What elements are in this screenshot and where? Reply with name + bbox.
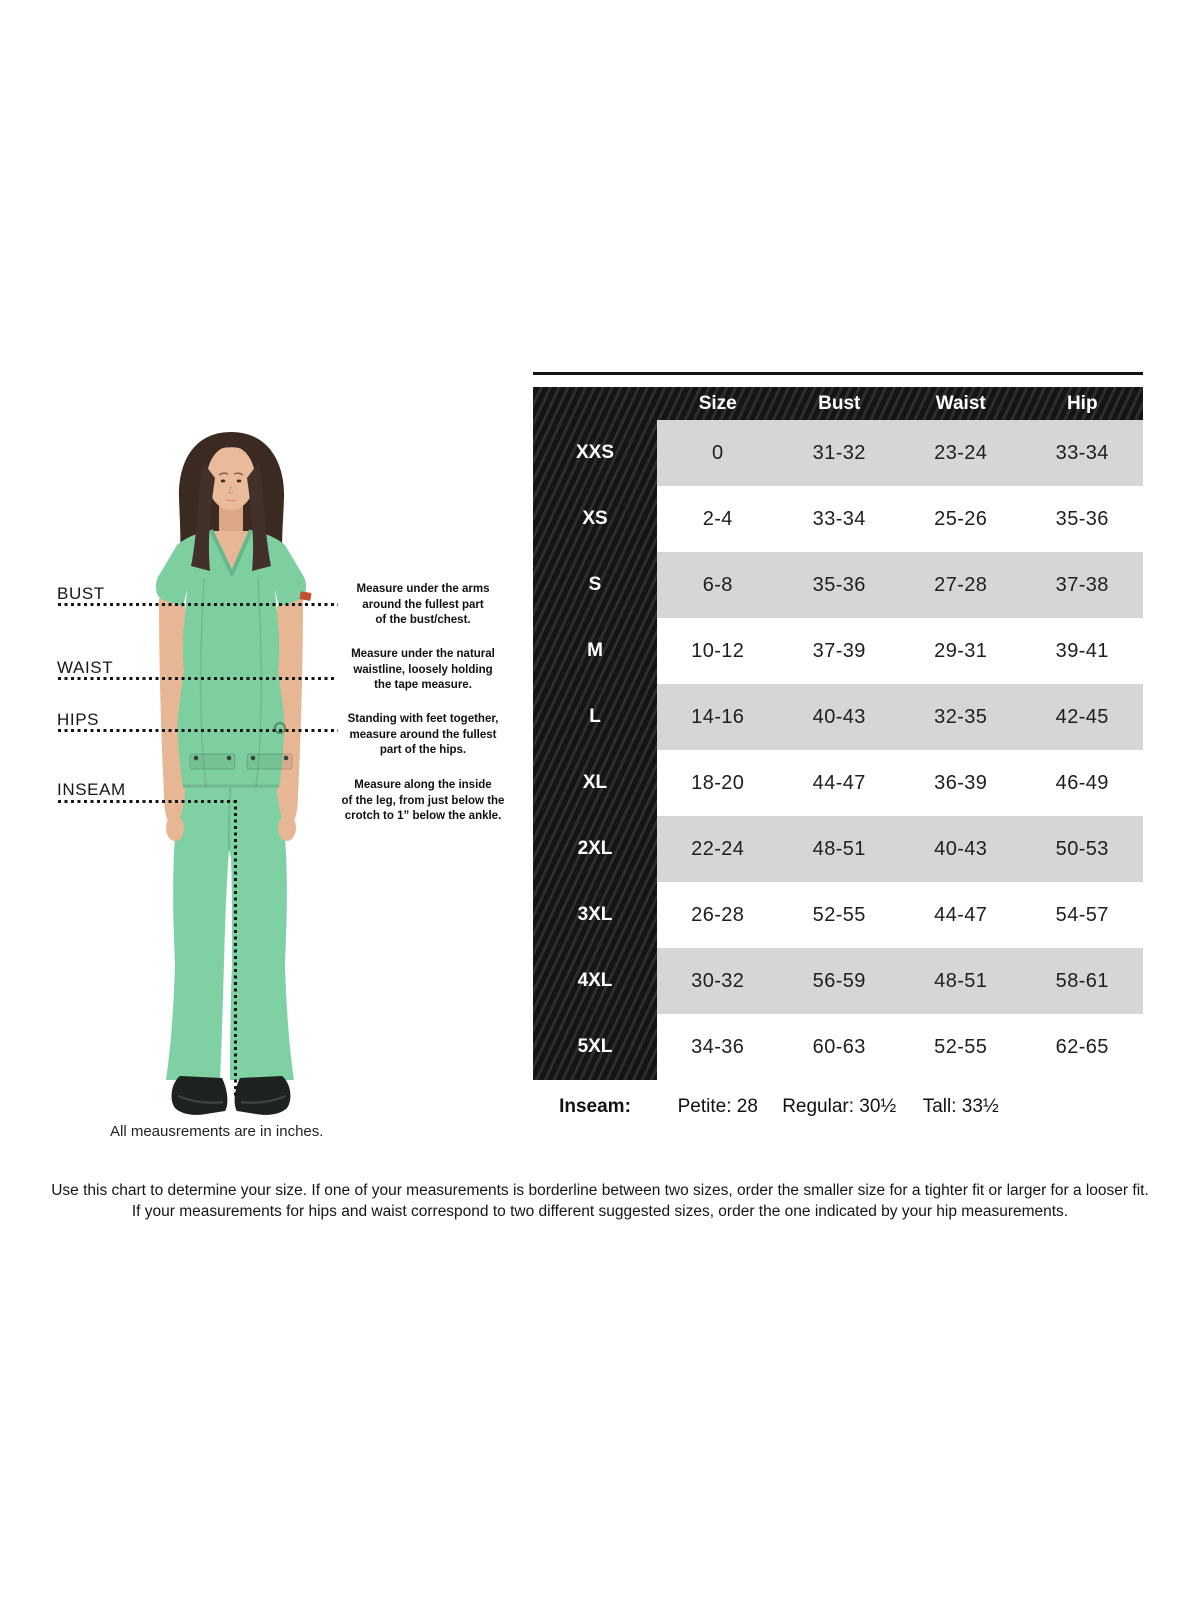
waist-dotted-line: [58, 677, 334, 680]
sizing-advice: [40, 1180, 1160, 1222]
model-photo: [128, 428, 386, 1120]
inseam-instruction: Measure along the inside of the leg, from just below the crotch to 1” below the ankle.: [341, 779, 505, 822]
table-row-m: M 10-12 37-39 29-31 39-41: [533, 618, 1143, 684]
header-hip: Hip: [1066, 392, 1098, 414]
table-row-xl: XL 18-20 44-47 36-39 46-49: [533, 750, 1143, 816]
hips-label: HIPS: [57, 710, 100, 729]
table-row-s: S 6-8 35-36 27-28 37-38: [533, 552, 1143, 618]
header-spacer: [533, 387, 657, 420]
hips-dotted-line: [58, 729, 338, 732]
bust-instruction: Measure under the arms around the fullest part of the bust/chest.: [356, 583, 490, 626]
sizing-advice-line2: If your measurements for hips and waist correspond to two different suggested sizes, order the one indicated by your hip measurements.: [131, 1203, 1069, 1220]
table-header: [533, 387, 1143, 420]
table-row-l: L 14-16 40-43 32-35 42-45: [533, 684, 1143, 750]
scrubs-model-illustration: [128, 428, 386, 1120]
inseam-row: [533, 1094, 1143, 1120]
hips-instruction: Standing with feet together, measure around the fullest part of the hips.: [347, 713, 499, 756]
waist-label: WAIST: [57, 658, 114, 677]
size-table: [533, 372, 1143, 1122]
header-size: Size: [698, 392, 737, 414]
table-row-xxs: XXS 0 31-32 23-24 33-34: [533, 420, 1143, 486]
table-row-5xl: 5XL 34-36 60-63 52-55 62-65: [533, 1014, 1143, 1080]
inseam-tall: Tall: 33½: [922, 1096, 999, 1117]
inseam-vertical-dotted-line: [234, 800, 237, 1097]
sizing-advice-line1: Use this chart to determine your size. If one of your measurements is borderline between two sizes, order the smaller size for a tighter fit or larger for a looser fit.: [51, 1182, 1149, 1199]
inseam-label: INSEAM: [57, 780, 126, 799]
table-row-3xl: 3XL 26-28 52-55 44-47 54-57: [533, 882, 1143, 948]
bust-label: BUST: [57, 584, 105, 603]
inseam-regular: Regular: 30½: [782, 1096, 897, 1117]
waist-instruction: Measure under the natural waistline, loosely holding the tape measure.: [351, 648, 495, 691]
table-row-xs: XS 2-4 33-34 25-26 35-36: [533, 486, 1143, 552]
table-row-4xl: 4XL 30-32 56-59 48-51 58-61: [533, 948, 1143, 1014]
bust-dotted-line: [58, 603, 338, 606]
table-row-2xl: 2XL 22-24 48-51 40-43 50-53: [533, 816, 1143, 882]
header-bust: Bust: [818, 392, 861, 414]
table-top-rule: [533, 372, 1143, 375]
units-note: All meausrements are in inches.: [110, 1123, 324, 1140]
header-waist: Waist: [935, 392, 986, 414]
inseam-petite: Petite: 28: [677, 1096, 758, 1117]
inseam-row-label: Inseam:: [559, 1096, 631, 1117]
inseam-spacer: [1022, 1094, 1144, 1120]
table-body: [533, 420, 1143, 1080]
inseam-dotted-line: [58, 800, 236, 803]
